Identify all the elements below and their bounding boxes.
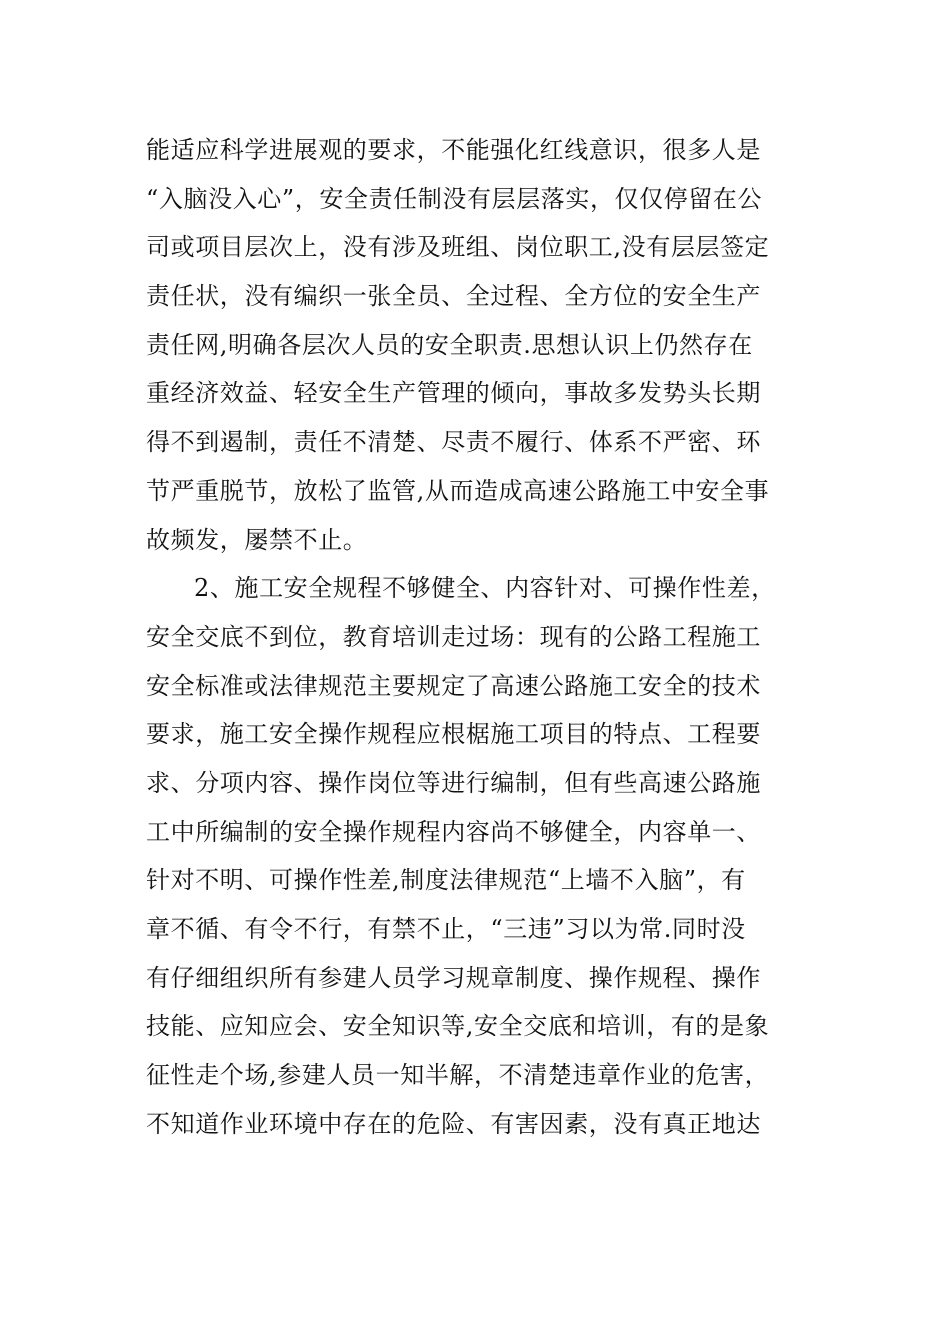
text-line: 安全标准或法律规范主要规定了高速公路施工安全的技术	[146, 671, 761, 700]
text-line: 工中所编制的安全操作规程内容尚不够健全，内容单一、	[146, 817, 761, 846]
text-line: 节严重脱节，放松了监管,从而造成高速公路施工中安全事	[146, 476, 770, 505]
text-line: 重经济效益、轻安全生产管理的倾向，事故多发势头长期	[146, 379, 761, 408]
text-line: 要求，施工安全操作规程应根椐施工项目的特点、工程要	[146, 720, 761, 749]
text-line: 责任状，没有编织一张全员、全过程、全方位的安全生产	[146, 282, 761, 311]
text-line: 能适应科学进展观的要求，不能强化红线意识，很多人是	[146, 136, 761, 164]
text-line: 得不到遏制，责任不清楚、尽责不履行、体系不严密、环	[146, 428, 761, 457]
text-line: 征性走个场,参建人员一知半解，不清楚违章作业的危害，	[146, 1061, 770, 1090]
text-line: 求、分项内容、操作岗位等进行编制，但有些高速公路施	[146, 768, 761, 797]
text-line: 不知道作业环境中存在的危险、有害因素，没有真正地达	[146, 1109, 761, 1138]
text-line: 司或项目层次上，没有涉及班组、岗位职工,没有层层签定	[146, 233, 770, 262]
body-text	[146, 126, 806, 1148]
text-line: 安全交底不到位，教育培训走过场：现有的公路工程施工	[146, 622, 761, 651]
text-line: 技能、应知应会、安全知识等,安全交底和培训，有的是象	[146, 1012, 770, 1041]
text-line: 有仔细组织所有参建人员学习规章制度、操作规程、操作	[146, 963, 761, 992]
text-line: “入脑没入心”，安全责任制没有层层落实，仅仅停留在公	[146, 184, 763, 213]
text-line: 责任网,明确各层次人员的安全职责.思想认识上仍然存在	[146, 330, 753, 359]
text-line: 章不循、有令不行，有禁不止，“三违”习以为常.同时没	[146, 915, 746, 943]
text-line: 故频发，屡禁不止。	[146, 525, 368, 554]
text-line: 针对不明、可操作性差,制度法律规范“上墙不入脑”，有	[146, 866, 746, 895]
paragraph-start-line: 2、施工安全规程不够健全、内容针对、可操作性差，	[194, 574, 776, 603]
